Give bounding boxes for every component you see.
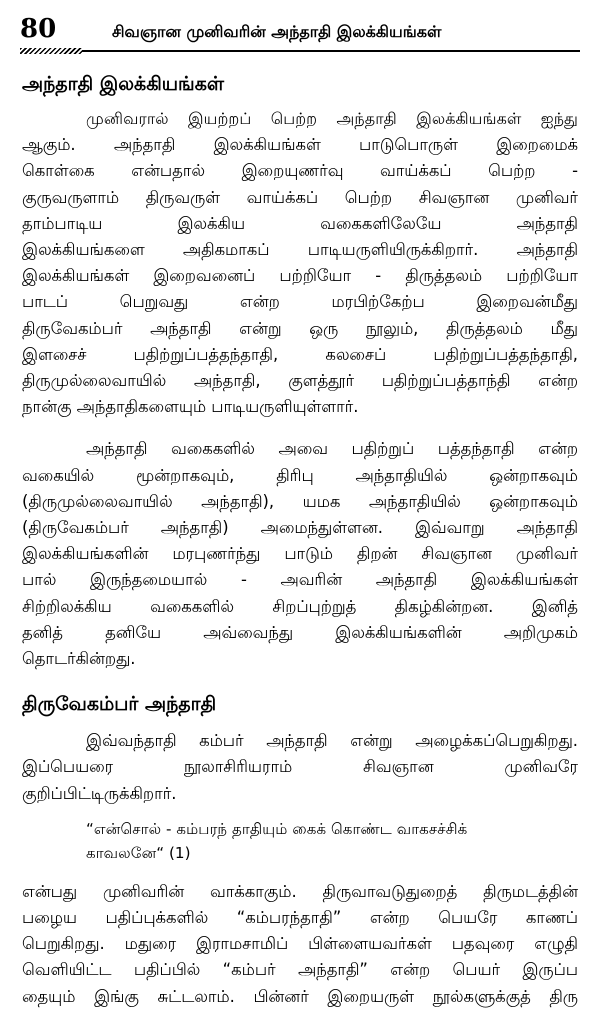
text-line: இளசைச் பதிற்றுப்பத்தந்தாதி, கலசைப் பதிற்றுப்பத்தந்தாதி, bbox=[22, 344, 578, 364]
text-line: கொள்கை என்பதால் இறையுணர்வு வாய்க்கப் பெற்ற - bbox=[22, 161, 578, 181]
text-line: (திருமுல்லைவாயில் அந்தாதி), யமக அந்தாதியில் ஒன்றாகவும் bbox=[22, 491, 578, 511]
header-hatched-rule bbox=[20, 48, 82, 54]
text-line: இலக்கியங்களின் மரபுணர்ந்து பாடும் திறன் சிவஞான முனிவர் bbox=[22, 544, 578, 564]
quote-line: காவலனே“ (1) bbox=[86, 843, 191, 862]
text-line: தாம்பாடிய இலக்கிய வகைகளிலேயே அந்தாதி bbox=[22, 213, 578, 233]
running-title: சிவஞான முனிவரின் அந்தாதி இலக்கியங்கள் bbox=[112, 22, 442, 41]
text-line: திருமுல்லைவாயில் அந்தாதி, குளத்தூர் பதிற்றுப்பத்தாந்தி என்ற bbox=[22, 371, 578, 391]
paragraph-4 bbox=[22, 879, 578, 1010]
text-line: பெறுகிறது. மதுரை இராமசாமிப் பிள்ளையவர்கள் பதவுரை எழுதி bbox=[22, 934, 578, 954]
text-line: பாடப் பெறுவது என்ற மரபிற்கேற்ப இறைவன்மீது bbox=[22, 292, 578, 312]
text-line: இலக்கியங்களை அதிகமாகப் பாடியருளியிருக்கிறார். அந்தாதி bbox=[22, 240, 578, 260]
text-line: பழைய பதிப்புக்களில் “கம்பரந்தாதி” என்ற பெயரே காணப் bbox=[22, 908, 578, 928]
verse-quote bbox=[86, 817, 578, 865]
text-line: தையும் இங்கு சுட்டலாம். பின்னர் இறையருள் நூல்களுக்குத் திரு bbox=[22, 986, 578, 1006]
paragraph-gap bbox=[22, 420, 578, 436]
text-line: (திருவேகம்பர் அந்தாதி) அமைந்துள்ளன. இவ்வாறு அந்தாதி bbox=[22, 518, 578, 538]
quote-line: “என்சொல் - கம்பரந் தாதியும் கைக் கொண்ட வாகசச்சிக் bbox=[86, 819, 468, 838]
text-line: பால் இருந்தமையால் - அவரின் அந்தாதி இலக்கியங்கள் bbox=[22, 570, 578, 590]
text-line: தனித் தனியே அவ்வைந்து இலக்கியங்களின் அறிமுகம் bbox=[22, 622, 578, 642]
page-body bbox=[22, 70, 578, 1010]
header-rule-line bbox=[82, 50, 580, 52]
text-line: என்பது முனிவரின் வாக்காகும். திருவாவடுதுறைத் திருமடத்தின் bbox=[22, 881, 578, 901]
text-line: திருவேகம்பர் அந்தாதி என்று ஒரு நூலும், திருத்தலம் மீது bbox=[22, 318, 578, 338]
section-heading-thiruvekambar-andhathi: திருவேகம்பர் அந்தாதி bbox=[22, 693, 217, 716]
paragraph-3 bbox=[22, 728, 578, 807]
text-line: இலக்கியங்கள் இறைவனைப் பற்றியோ - திருத்தலம் பற்றியோ bbox=[22, 266, 578, 286]
text-line: குறிப்பிட்டிருக்கிறார். bbox=[22, 783, 177, 803]
text-line: ஆகும். அந்தாதி இலக்கியங்கள் பாடுபொருள் இறைமைக் bbox=[22, 135, 578, 155]
text-line: சிற்றிலக்கிய வகைகளில் சிறப்புற்றுத் திகழ்கின்றன. இனித் bbox=[22, 596, 578, 616]
section-heading-andhathi-literature: அந்தாதி இலக்கியங்கள் bbox=[22, 73, 224, 95]
text-line: இப்பெயரை நூலாசிரியராம் சிவஞான முனிவரே bbox=[22, 757, 578, 777]
page-header bbox=[20, 8, 580, 54]
text-line: இவ்வந்தாதி கம்பர் அந்தாதி என்று அழைக்கப்பெறுகிறது. bbox=[86, 731, 578, 751]
text-line: குருவருளாம் திருவருள் வாய்க்கப் பெற்ற சிவஞான முனிவர் bbox=[22, 187, 578, 207]
text-line: நான்கு அந்தாதிகளையும் பாடியருளியுள்ளார். bbox=[22, 397, 359, 417]
text-line: தொடர்கின்றது. bbox=[22, 649, 136, 669]
text-line: முனிவரால் இயற்றப் பெற்ற அந்தாதி இலக்கியங்கள் ஐந்து bbox=[86, 109, 578, 128]
paragraph-1 bbox=[22, 106, 578, 420]
paragraph-2 bbox=[22, 436, 578, 672]
page-number: 80 bbox=[20, 14, 57, 44]
text-line: வெளியிட்ட பதிப்பில் “கம்பர் அந்தாதி” என்ற பெயர் இருப்ப bbox=[22, 960, 578, 980]
text-line: வகையில் மூன்றாகவும், திரிபு அந்தாதியில் ஒன்றாகவும் bbox=[22, 465, 578, 485]
text-line: அந்தாதி வகைகளில் அவை பதிற்றுப் பத்தந்தாதி என்ற bbox=[86, 439, 578, 459]
